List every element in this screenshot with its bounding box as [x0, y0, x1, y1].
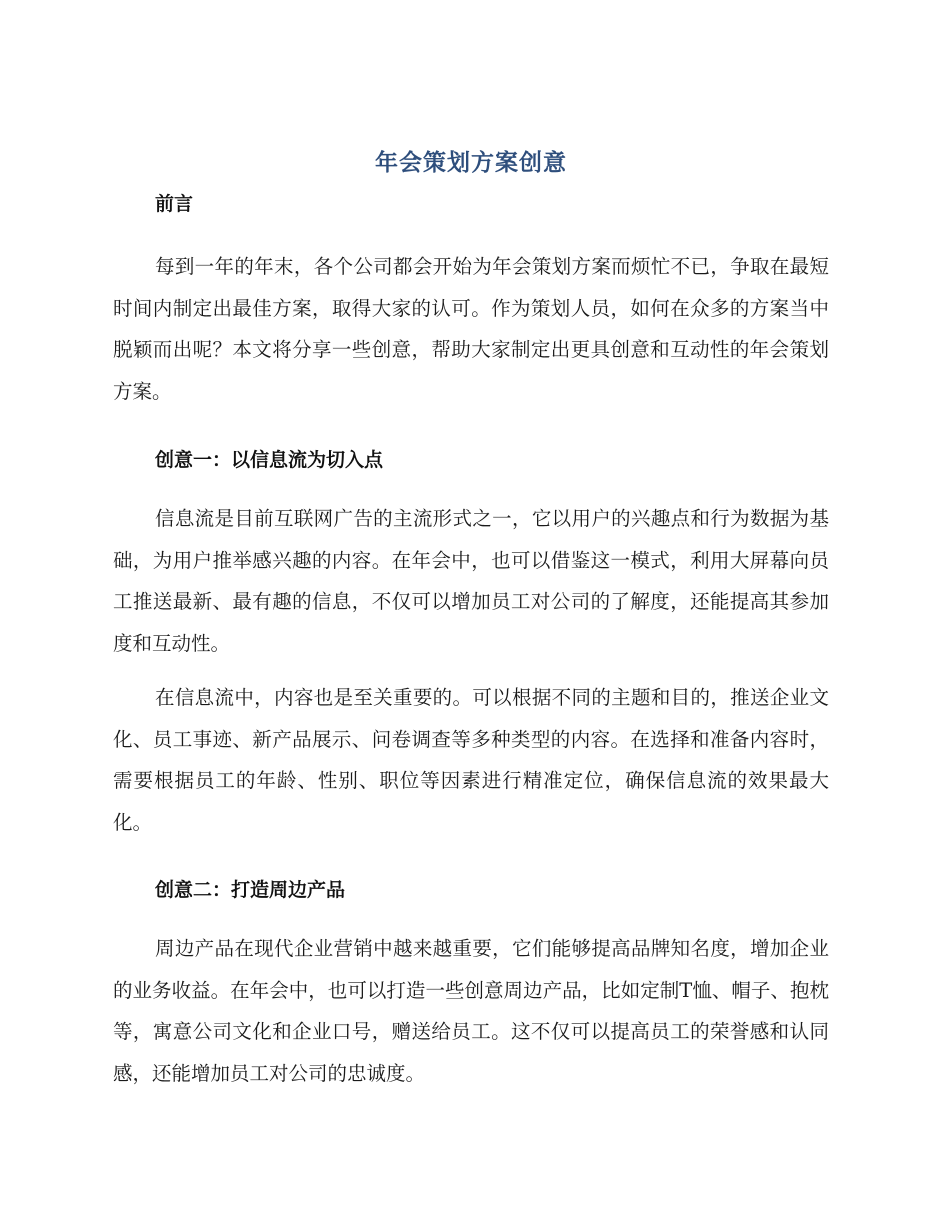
section-heading-idea-one: 创意一：以信息流为切入点	[155, 449, 384, 471]
body-paragraph: 信息流是目前互联网广告的主流形式之一，它以用户的兴趣点和行为数据为基础，为用户推举感兴趣的内容。在年会中，也可以借鉴这一模式，利用大屏幕向员工推送最新、最有趣的信息，不仅可以增加员工对公司的了解度，还能提高其参加度和互动性。	[113, 507, 829, 655]
section-heading-preface: 前言	[155, 193, 194, 215]
section-heading-idea-two: 创意二：打造周边产品	[155, 879, 346, 901]
body-paragraph: 在信息流中，内容也是至关重要的。可以根据不同的主题和目的，推送企业文化、员工事迹、新产品展示、问卷调查等多种类型的内容。在选择和准备内容时，需要根据员工的年龄、性别、职位等因素进行精准定位，确保信息流的效果最大化。	[113, 686, 829, 834]
body-paragraph: 每到一年的年末，各个公司都会开始为年会策划方案而烦忙不已，争取在最短时间内制定出最佳方案，取得大家的认可。作为策划人员，如何在众多的方案当中脱颖而出呢？本文将分享一些创意，帮助大家制定出更具创意和互动性的年会策划方案。	[113, 255, 829, 403]
document-title: 年会策划方案创意	[375, 150, 567, 176]
document-page	[113, 146, 829, 1094]
body-paragraph: 周边产品在现代企业营销中越来越重要，它们能够提高品牌知名度，增加企业的业务收益。在年会中，也可以打造一些创意周边产品，比如定制T恤、帽子、抱枕等，寓意公司文化和企业口号，赠送给员工。这不仅可以提高员工的荣誉感和认同感，还能增加员工对公司的忠诚度。	[113, 937, 829, 1085]
